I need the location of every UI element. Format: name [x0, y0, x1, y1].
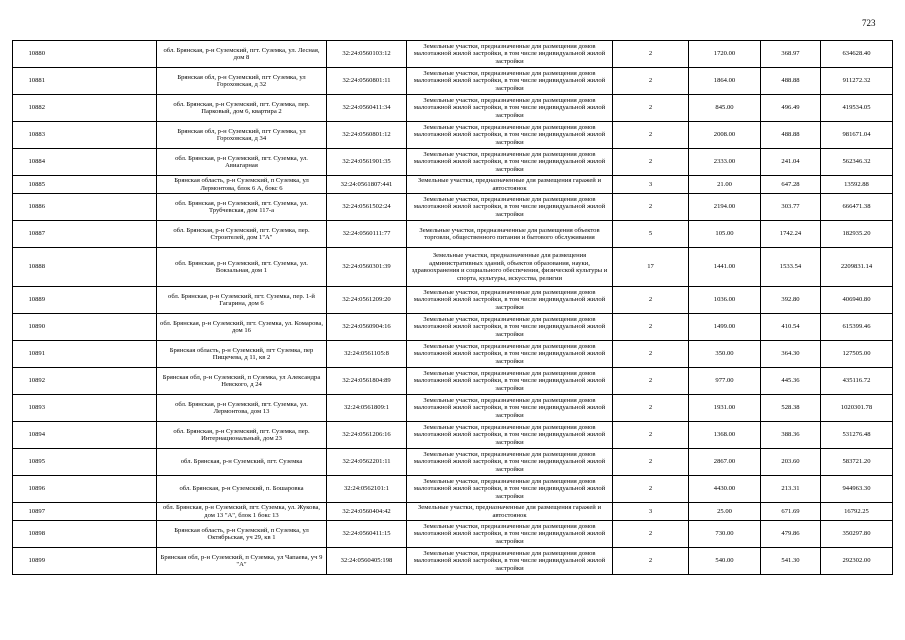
table-row	[13, 248, 893, 287]
cadastral-number-cell: 32:24:0560103:12	[327, 41, 407, 68]
purpose-cell: Земельные участки, предназначенные для размещения домов малоэтажной жилой застройки, в том числе индивидуальной жилой застройки	[407, 149, 613, 176]
group-cell: 2	[613, 476, 689, 503]
specific-value-cell: 479.86	[761, 521, 821, 548]
specific-value-cell: 671.69	[761, 503, 821, 521]
specific-value-cell: 541.30	[761, 548, 821, 575]
spacer-cell	[61, 476, 157, 503]
specific-value-cell: 410.54	[761, 314, 821, 341]
spacer-cell	[61, 95, 157, 122]
cadastral-value-cell: 944963.30	[821, 476, 893, 503]
address-cell: Брянская область, р-н Суземский, п Суземка, ул Лермонтова, блок 6 А, бокс 6	[157, 176, 327, 194]
specific-value-cell: 445.36	[761, 368, 821, 395]
table-row	[13, 176, 893, 194]
purpose-cell: Земельные участки, предназначенные для размещения домов малоэтажной жилой застройки, в том числе индивидуальной жилой застройки	[407, 521, 613, 548]
address-cell: обл. Брянская, р-н Суземский, пгт. Суземка, пер. Интернациональный, дом 23	[157, 422, 327, 449]
table-row	[13, 341, 893, 368]
row-number: 10893	[13, 395, 61, 422]
address-cell: Брянская область, р-н Суземский, п Суземка, ул Октябрьская, уч 29, кв 1	[157, 521, 327, 548]
row-number: 10887	[13, 221, 61, 248]
group-cell: 2	[613, 68, 689, 95]
purpose-cell: Земельные участки, предназначенные для размещения гаражей и автостоянок	[407, 176, 613, 194]
purpose-cell: Земельные участки, предназначенные для размещения домов малоэтажной жилой застройки, в том числе индивидуальной жилой застройки	[407, 95, 613, 122]
group-cell: 2	[613, 95, 689, 122]
group-cell: 3	[613, 503, 689, 521]
area-cell: 350.00	[689, 341, 761, 368]
table-row	[13, 521, 893, 548]
table-row	[13, 503, 893, 521]
purpose-cell: Земельные участки, предназначенные для размещения домов малоэтажной жилой застройки, в том числе индивидуальной жилой застройки	[407, 287, 613, 314]
cadastral-number-cell: 32:24:0562101:1	[327, 476, 407, 503]
cadastral-number-cell: 32:24:0560111:77	[327, 221, 407, 248]
specific-value-cell: 496.49	[761, 95, 821, 122]
table-row	[13, 449, 893, 476]
area-cell: 1931.00	[689, 395, 761, 422]
address-cell: обл. Брянская, р-н Суземский, пгт. Суземка, ул. Трубчевская, дом 117-а	[157, 194, 327, 221]
group-cell: 2	[613, 314, 689, 341]
specific-value-cell: 1533.54	[761, 248, 821, 287]
group-cell: 2	[613, 548, 689, 575]
cadastral-value-cell: 13592.88	[821, 176, 893, 194]
cadastral-number-cell: 32:24:0561105:8	[327, 341, 407, 368]
specific-value-cell: 488.88	[761, 122, 821, 149]
purpose-cell: Земельные участки, предназначенные для размещения домов малоэтажной жилой застройки, в том числе индивидуальной жилой застройки	[407, 422, 613, 449]
table-row	[13, 548, 893, 575]
cadastral-value-cell: 634628.40	[821, 41, 893, 68]
cadastral-value-cell: 350297.80	[821, 521, 893, 548]
group-cell: 2	[613, 395, 689, 422]
purpose-cell: Земельные участки, предназначенные для размещения домов малоэтажной жилой застройки, в том числе индивидуальной жилой застройки	[407, 395, 613, 422]
specific-value-cell: 241.04	[761, 149, 821, 176]
row-number: 10888	[13, 248, 61, 287]
cadastral-value-cell: 16792.25	[821, 503, 893, 521]
group-cell: 2	[613, 449, 689, 476]
address-cell: Брянская обл, р-н Суземский, пгт Суземка, ул Гороховская, д 34	[157, 122, 327, 149]
spacer-cell	[61, 287, 157, 314]
row-number: 10895	[13, 449, 61, 476]
purpose-cell: Земельные участки, предназначенные для размещения гаражей и автостоянок	[407, 503, 613, 521]
address-cell: обл. Брянская, р-н Суземский, пгт. Суземка, ул. Вокзальная, дом 1	[157, 248, 327, 287]
purpose-cell: Земельные участки, предназначенные для размещения объектов торговли, общественного питания и бытового обслуживания	[407, 221, 613, 248]
area-cell: 2333.00	[689, 149, 761, 176]
spacer-cell	[61, 314, 157, 341]
spacer-cell	[61, 449, 157, 476]
cadastral-value-cell: 562346.32	[821, 149, 893, 176]
purpose-cell: Земельные участки, предназначенные для размещения домов малоэтажной жилой застройки, в том числе индивидуальной жилой застройки	[407, 314, 613, 341]
spacer-cell	[61, 41, 157, 68]
purpose-cell: Земельные участки, предназначенные для размещения домов малоэтажной жилой застройки, в том числе индивидуальной жилой застройки	[407, 194, 613, 221]
cadastral-number-cell: 32:24:0561502:24	[327, 194, 407, 221]
specific-value-cell: 364.30	[761, 341, 821, 368]
area-cell: 1368.00	[689, 422, 761, 449]
cadastral-number-cell: 32:24:0560411:34	[327, 95, 407, 122]
group-cell: 2	[613, 341, 689, 368]
purpose-cell: Земельные участки, предназначенные для размещения административных зданий, объектов образования, науки, здравоохранения и социального обеспечения, физической культуры и спорта, культуры, искусства, религии	[407, 248, 613, 287]
group-cell: 5	[613, 221, 689, 248]
address-cell: обл. Брянская, р-н Суземский, пгт. Суземка, пер. 1-й Гагарина, дом 6	[157, 287, 327, 314]
row-number: 10892	[13, 368, 61, 395]
table-row	[13, 476, 893, 503]
purpose-cell: Земельные участки, предназначенные для размещения домов малоэтажной жилой застройки, в том числе индивидуальной жилой застройки	[407, 548, 613, 575]
area-cell: 1864.00	[689, 68, 761, 95]
row-number: 10886	[13, 194, 61, 221]
cadastral-number-cell: 32:24:0561209:20	[327, 287, 407, 314]
spacer-cell	[61, 395, 157, 422]
group-cell: 2	[613, 122, 689, 149]
table-row	[13, 395, 893, 422]
row-number: 10894	[13, 422, 61, 449]
area-cell: 977.00	[689, 368, 761, 395]
spacer-cell	[61, 149, 157, 176]
row-number: 10884	[13, 149, 61, 176]
address-cell: обл. Брянская, р-н Суземский, пгт. Суземка, пер. Парковый, дом 6, квартира 2	[157, 95, 327, 122]
group-cell: 2	[613, 41, 689, 68]
row-number: 10897	[13, 503, 61, 521]
group-cell: 2	[613, 149, 689, 176]
row-number: 10889	[13, 287, 61, 314]
purpose-cell: Земельные участки, предназначенные для размещения домов малоэтажной жилой застройки, в том числе индивидуальной жилой застройки	[407, 68, 613, 95]
cadastral-value-table	[12, 40, 893, 575]
spacer-cell	[61, 368, 157, 395]
group-cell: 2	[613, 287, 689, 314]
specific-value-cell: 303.77	[761, 194, 821, 221]
specific-value-cell: 647.28	[761, 176, 821, 194]
area-cell: 105.00	[689, 221, 761, 248]
specific-value-cell: 528.38	[761, 395, 821, 422]
purpose-cell: Земельные участки, предназначенные для размещения домов малоэтажной жилой застройки, в том числе индивидуальной жилой застройки	[407, 449, 613, 476]
table-row	[13, 68, 893, 95]
table-row	[13, 122, 893, 149]
table-row	[13, 41, 893, 68]
cadastral-value-cell: 406940.80	[821, 287, 893, 314]
spacer-cell	[61, 548, 157, 575]
address-cell: обл. Брянская, р-н Суземский, пгт. Суземка, ул. Авиагарная	[157, 149, 327, 176]
table-row	[13, 194, 893, 221]
cadastral-number-cell: 32:24:0561206:16	[327, 422, 407, 449]
spacer-cell	[61, 341, 157, 368]
address-cell: обл. Брянская, р-н Суземский, пгт. Суземка, ул. Лермонтова, дом 13	[157, 395, 327, 422]
spacer-cell	[61, 176, 157, 194]
row-number: 10898	[13, 521, 61, 548]
cadastral-number-cell: 32:24:0560801:11	[327, 68, 407, 95]
table-row	[13, 368, 893, 395]
specific-value-cell: 488.88	[761, 68, 821, 95]
cadastral-number-cell: 32:24:0560801:12	[327, 122, 407, 149]
group-cell: 2	[613, 521, 689, 548]
cadastral-number-cell: 32:24:0560301:39	[327, 248, 407, 287]
spacer-cell	[61, 248, 157, 287]
address-cell: Брянская обл, р-н Суземский, пгт Суземка, ул Гороховская, д 32	[157, 68, 327, 95]
table-row	[13, 221, 893, 248]
cadastral-number-cell: 32:24:0560404:42	[327, 503, 407, 521]
area-cell: 2867.00	[689, 449, 761, 476]
cadastral-number-cell: 32:24:0561809:1	[327, 395, 407, 422]
cadastral-number-cell: 32:24:0560904:16	[327, 314, 407, 341]
address-cell: обл. Брянская, р-н Суземский, пгт. Суземка, пер. Строителей, дом 1"А"	[157, 221, 327, 248]
specific-value-cell: 1742.24	[761, 221, 821, 248]
area-cell: 1720.00	[689, 41, 761, 68]
cadastral-value-cell: 615399.46	[821, 314, 893, 341]
address-cell: обл. Брянская, р-н Суземский, пгт. Суземка	[157, 449, 327, 476]
spacer-cell	[61, 68, 157, 95]
address-cell: Брянская обл, р-н Суземский, п Суземка, ул Александра Невского, д 24	[157, 368, 327, 395]
cadastral-value-cell: 531276.48	[821, 422, 893, 449]
area-cell: 1499.00	[689, 314, 761, 341]
table-row	[13, 287, 893, 314]
cadastral-value-cell: 127505.00	[821, 341, 893, 368]
group-cell: 2	[613, 194, 689, 221]
address-cell: обл. Брянская, р-н Суземский, пгт. Суземка, ул. Комарова, дом 16	[157, 314, 327, 341]
table-row	[13, 314, 893, 341]
spacer-cell	[61, 503, 157, 521]
page-number: 723	[862, 18, 876, 28]
cadastral-value-cell: 1020301.78	[821, 395, 893, 422]
cadastral-number-cell: 32:24:0561804:89	[327, 368, 407, 395]
specific-value-cell: 368.97	[761, 41, 821, 68]
spacer-cell	[61, 521, 157, 548]
cadastral-number-cell: 32:24:0562201:11	[327, 449, 407, 476]
row-number: 10880	[13, 41, 61, 68]
spacer-cell	[61, 221, 157, 248]
spacer-cell	[61, 122, 157, 149]
address-cell: обл. Брянская, р-н Суземский, п. Бошаровка	[157, 476, 327, 503]
cadastral-number-cell: 32:24:0561807:441	[327, 176, 407, 194]
cadastral-number-cell: 32:24:0560411:15	[327, 521, 407, 548]
row-number: 10896	[13, 476, 61, 503]
specific-value-cell: 392.80	[761, 287, 821, 314]
address-cell: обл. Брянская, р-н Суземский, пгт. Суземка, ул. Лесная, дом 8	[157, 41, 327, 68]
spacer-cell	[61, 194, 157, 221]
group-cell: 17	[613, 248, 689, 287]
purpose-cell: Земельные участки, предназначенные для размещения домов малоэтажной жилой застройки, в том числе индивидуальной жилой застройки	[407, 476, 613, 503]
row-number: 10890	[13, 314, 61, 341]
cadastral-value-cell: 182935.20	[821, 221, 893, 248]
cadastral-value-cell: 981671.04	[821, 122, 893, 149]
purpose-cell: Земельные участки, предназначенные для размещения домов малоэтажной жилой застройки, в том числе индивидуальной жилой застройки	[407, 122, 613, 149]
cadastral-value-cell: 292302.00	[821, 548, 893, 575]
cadastral-number-cell: 32:24:0560405:198	[327, 548, 407, 575]
address-cell: Брянская обл, р-н Суземский, п Суземка, ул Чапаева, уч 9 "А"	[157, 548, 327, 575]
area-cell: 1441.00	[689, 248, 761, 287]
row-number: 10883	[13, 122, 61, 149]
group-cell: 3	[613, 176, 689, 194]
cadastral-value-cell: 583721.20	[821, 449, 893, 476]
cadastral-value-cell: 911272.32	[821, 68, 893, 95]
group-cell: 2	[613, 368, 689, 395]
area-cell: 540.00	[689, 548, 761, 575]
cadastral-value-cell: 419534.05	[821, 95, 893, 122]
row-number: 10881	[13, 68, 61, 95]
cadastral-value-cell: 666471.38	[821, 194, 893, 221]
group-cell: 2	[613, 422, 689, 449]
area-cell: 2194.00	[689, 194, 761, 221]
purpose-cell: Земельные участки, предназначенные для размещения домов малоэтажной жилой застройки, в том числе индивидуальной жилой застройки	[407, 368, 613, 395]
cadastral-number-cell: 32:24:0561901:35	[327, 149, 407, 176]
row-number: 10882	[13, 95, 61, 122]
purpose-cell: Земельные участки, предназначенные для размещения домов малоэтажной жилой застройки, в том числе индивидуальной жилой застройки	[407, 41, 613, 68]
spacer-cell	[61, 422, 157, 449]
area-cell: 4430.00	[689, 476, 761, 503]
specific-value-cell: 203.60	[761, 449, 821, 476]
table-row	[13, 149, 893, 176]
address-cell: обл. Брянская, р-н Суземский, пгт. Суземка, ул. Жукова, дом 13 "А", блок 1 бокс 13	[157, 503, 327, 521]
table-row	[13, 95, 893, 122]
address-cell: Брянская область, р-н Суземский, пгт Суземка, пер Пищечева, д 11, кв 2	[157, 341, 327, 368]
table-body	[13, 41, 893, 575]
row-number: 10899	[13, 548, 61, 575]
area-cell: 2008.00	[689, 122, 761, 149]
cadastral-value-cell: 2209831.14	[821, 248, 893, 287]
area-cell: 730.00	[689, 521, 761, 548]
specific-value-cell: 388.36	[761, 422, 821, 449]
row-number: 10891	[13, 341, 61, 368]
area-cell: 21.00	[689, 176, 761, 194]
area-cell: 25.00	[689, 503, 761, 521]
specific-value-cell: 213.31	[761, 476, 821, 503]
table-row	[13, 422, 893, 449]
row-number: 10885	[13, 176, 61, 194]
cadastral-value-cell: 435116.72	[821, 368, 893, 395]
area-cell: 845.00	[689, 95, 761, 122]
area-cell: 1036.00	[689, 287, 761, 314]
purpose-cell: Земельные участки, предназначенные для размещения домов малоэтажной жилой застройки, в том числе индивидуальной жилой застройки	[407, 341, 613, 368]
